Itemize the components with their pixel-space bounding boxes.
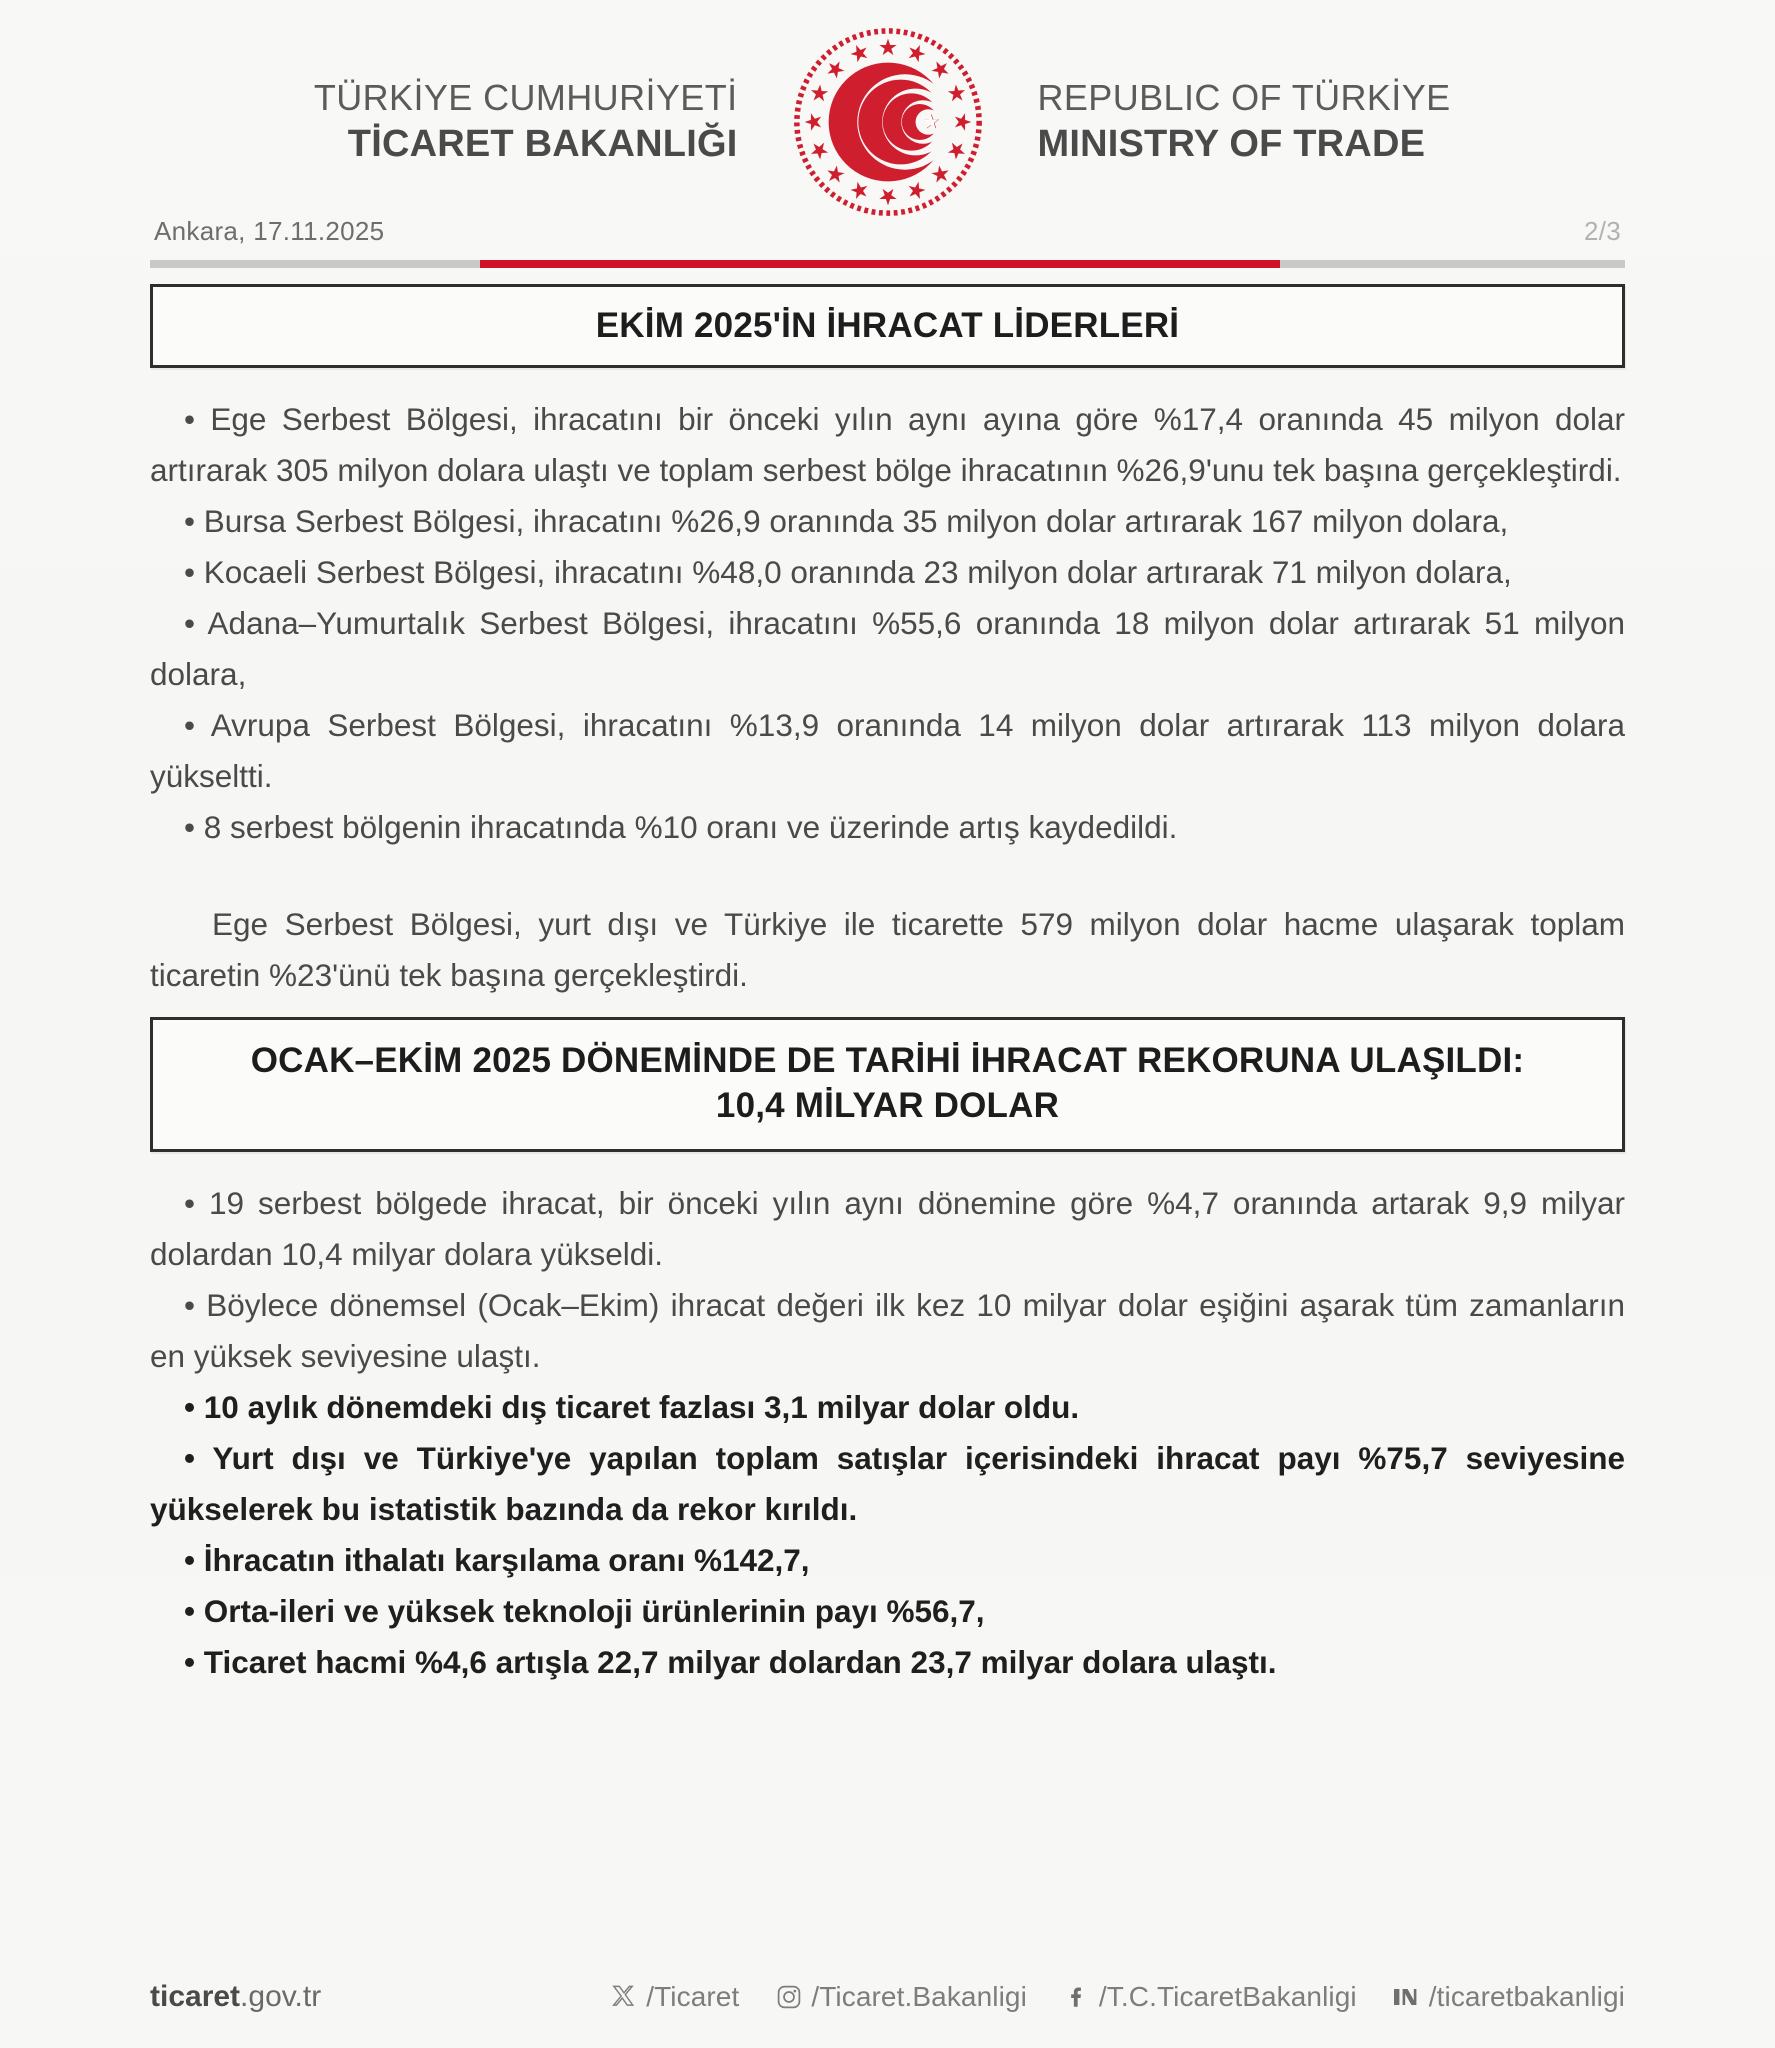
rule-segment-gray-left: [150, 260, 480, 268]
brand-english: [994, 78, 1598, 166]
social-handle: /Ticaret: [646, 1981, 740, 2012]
social-handle: /ticaretbakanligi: [1428, 1981, 1625, 2012]
list-item: • Ege Serbest Bölgesi, ihracatını bir önceki yılın aynı ayına göre %17,4 oranında 45 milyon dolar artırarak 305 milyon dolara ulaştı ve toplam serbest bölge ihracatının %26,9'unu tek başına gerçekleştirdi.: [150, 400, 1625, 488]
social-handle: /T.C.TicaretBakanligi: [1098, 1981, 1357, 2012]
list-item: • Bursa Serbest Bölgesi, ihracatını %26,9 oranında 35 milyon dolar artırarak 167 milyon dolara,: [184, 502, 1509, 539]
list-item: • Kocaeli Serbest Bölgesi, ihracatını %48,0 oranında 23 milyon dolar artırarak 71 milyon dolara,: [184, 553, 1512, 590]
dateline: Ankara, 17.11.2025: [154, 216, 385, 246]
list-item: • Adana–Yumurtalık Serbest Bölgesi, ihracatını %55,6 oranında 18 milyon dolar artırarak 51 milyon dolara,: [150, 604, 1625, 692]
footer-social-links: [608, 1981, 1625, 2013]
section-2-heading-box: [150, 1017, 1625, 1152]
x-twitter-icon: [608, 1981, 640, 2013]
rule-segment-red: [480, 260, 1280, 268]
document-content: [150, 268, 1625, 1688]
list-item: • 19 serbest bölgede ihracat, bir önceki yılın aynı dönemine göre %4,7 oranında artarak 9,9 milyar dolardan 10,4 milyar dolara yükseldi.: [150, 1184, 1625, 1272]
section-1-heading-box: [150, 284, 1625, 368]
section-1-bullet-list: [150, 394, 1625, 853]
rule-segment-gray-right: [1280, 260, 1625, 268]
brand-english-line2: MINISTRY OF TRADE: [1037, 123, 1426, 166]
list-item: • Avrupa Serbest Bölgesi, ihracatını %13,9 oranında 14 milyon dolar artırarak 113 milyon dolara yükseltti.: [150, 706, 1625, 794]
document-footer: [150, 1980, 1625, 2014]
facebook-icon: [1061, 1981, 1093, 2013]
list-item: • İhracatın ithalatı karşılama oranı %142,7,: [184, 1541, 810, 1578]
social-link-x[interactable]: [608, 1981, 739, 2013]
list-item: • Yurt dışı ve Türkiye'ye yapılan toplam satışlar içerisindeki ihracat payı %75,7 seviyesine yükselerek bu istatistik bazında da rekor kırıldı.: [150, 1439, 1625, 1527]
list-item: • 8 serbest bölgenin ihracatında %10 oranı ve üzerinde artış kaydedildi.: [184, 808, 1178, 845]
list-item: • Ticaret hacmi %4,6 artışla 22,7 milyar dolardan 23,7 milyar dolara ulaştı.: [184, 1643, 1277, 1680]
section-2-heading-line1: OCAK–EKİM 2025 DÖNEMİNDE DE TARİHİ İHRACAT REKORUNA ULAŞILDI:: [250, 1040, 1525, 1080]
brand-turkish: [178, 78, 782, 166]
brand-english-line1: REPUBLIC OF TÜRKİYE: [1037, 77, 1451, 119]
list-item: • Orta-ileri ve yüksek teknoloji ürünlerinin payı %56,7,: [184, 1592, 985, 1629]
meta-row: [150, 216, 1625, 268]
footer-website[interactable]: [150, 1980, 321, 2014]
section-1-heading: EKİM 2025'İN İHRACAT LİDERLERİ: [595, 306, 1180, 345]
social-link-linkedin[interactable]: [1391, 1981, 1625, 2013]
header-divider-rule: [150, 260, 1625, 268]
section-2-heading-line2: 10,4 MİLYAR DOLAR: [715, 1086, 1060, 1126]
linkedin-icon: [1391, 1981, 1423, 2013]
section-spacer: [150, 1001, 1625, 1017]
footer-website-bold: ticaret: [150, 1980, 241, 2013]
document-header: [0, 0, 1775, 210]
footer-website-rest: .gov.tr: [240, 1980, 322, 2013]
brand-turkish-line1: TÜRKİYE CUMHURİYETİ: [313, 77, 738, 119]
brand-turkish-line2: TİCARET BAKANLIĞI: [347, 123, 738, 166]
section-1-closing-paragraph: Ege Serbest Bölgesi, yurt dışı ve Türkiye ile ticarette 579 milyon dolar hacme ulaşarak toplam ticaretin %23'ünü tek başına gerçekleştirdi.: [150, 905, 1625, 993]
page-number: 2/3: [1583, 216, 1621, 246]
social-link-instagram[interactable]: [773, 1981, 1027, 2013]
instagram-icon: [773, 1981, 805, 2013]
social-handle: /Ticaret.Bakanligi: [811, 1981, 1027, 2012]
list-item: • 10 aylık dönemdeki dış ticaret fazlası 3,1 milyar dolar oldu.: [184, 1388, 1080, 1425]
paragraph-spacer: [150, 857, 1625, 899]
list-item: • Böylece dönemsel (Ocak–Ekim) ihracat değeri ilk kez 10 milyar dolar eşiğini aşarak tüm zamanların en yüksek seviyesine ulaştı.: [150, 1286, 1625, 1374]
section-2-bullet-list: [150, 1178, 1625, 1688]
social-link-facebook[interactable]: [1061, 1981, 1357, 2013]
ministry-emblem-icon: [782, 16, 994, 228]
